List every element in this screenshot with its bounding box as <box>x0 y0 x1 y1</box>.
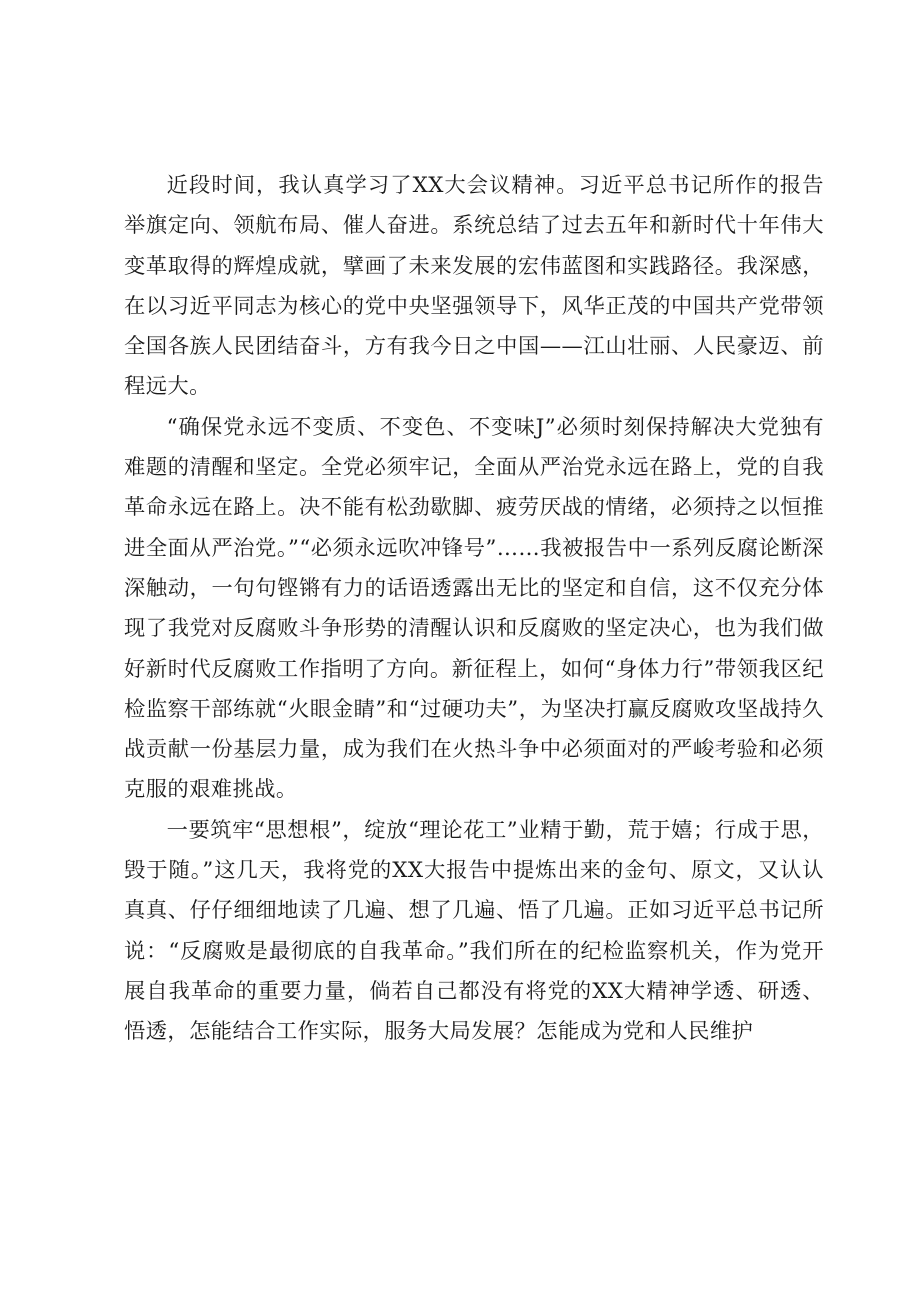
paragraph-3: 一要筑牢“思想根”，绽放“理论花工”业精于勤，荒于嬉；行成于思，毁于随。”这几天，我将党的XX大报告中提炼出来的金句、原文，又认认真真、仔仔细细地读了几遍、想了几遍、悟了几遍。正如习近平总书记所说：“反腐败是最彻底的自我革命。”我们所在的纪检监察机关，作为党开展自我革命的重要力量，倘若自己都没有将党的XX大精神学透、研透、悟透，怎能结合工作实际，服务大局发展？怎能成为党和人民维护 <box>124 817 824 1045</box>
paragraph-2: “确保党永远不变质、不变色、不变味J”必须时刻保持解决大党独有难题的清醒和坚定。全党必须牢记，全面从严治党永远在路上，党的自我革命永远在路上。决不能有松劲歇脚、疲劳厌战的情绪，必须持之以恒推进全面从严治党。”“必须永远吹冲锋号”……我被报告中一系列反腐论断深深触动，一句句铿锵有力的话语透露出无比的坚定和自信，这不仅充分体现了我党对反腐败斗争形势的清醒认识和反腐败的坚定决心，也为我们做好新时代反腐败工作指明了方向。新征程上，如何“身体力行”带领我区纪检监察干部练就“火眼金睛”和“过硬功夫”，为坚决打赢反腐败攻坚战持久战贡献一份基层力量，成为我们在火热斗争中必须面对的严峻考验和必须克服的艰难挑战。 <box>124 414 824 803</box>
document-body <box>124 166 824 1053</box>
paragraph-1: 近段时间，我认真学习了XX大会议精神。习近平总书记所作的报告举旗定向、领航布局、催人奋进。系统总结了过去五年和新时代十年伟大变革取得的辉煌成就，擘画了未来发展的宏伟蓝图和实践路径。我深感，在以习近平同志为核心的党中央坚强领导下，风华正茂的中国共产党带领全国各族人民团结奋斗，方有我今日之中国——江山壮丽、人民豪迈、前程远大。 <box>124 173 824 400</box>
